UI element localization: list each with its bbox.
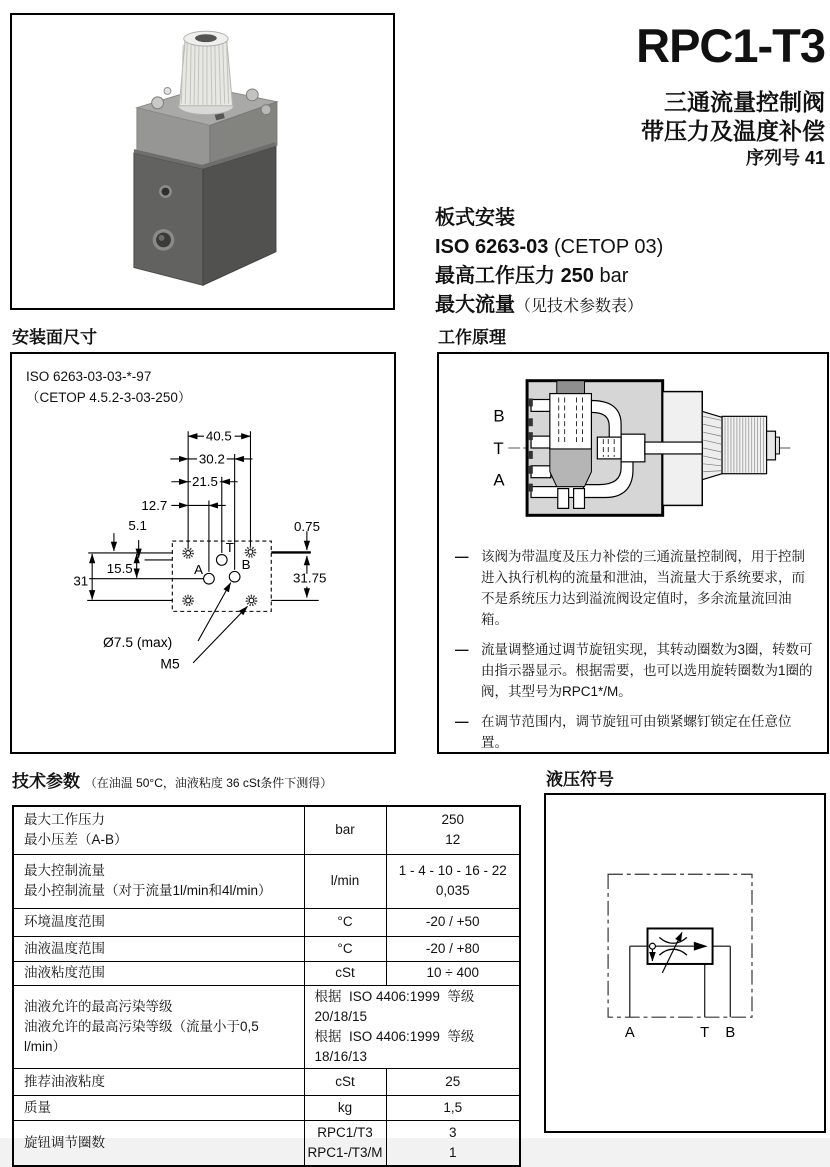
thread-note: M5	[160, 655, 180, 672]
param-value: 根据 ISO 4406:1999 等级 20/18/15	[314, 988, 482, 1024]
spec-block	[435, 204, 663, 321]
param-value-cell: 1,5	[386, 1095, 520, 1120]
param-label: 最小压差（A-B）	[24, 832, 128, 848]
param-value-cell: -20 / +50	[386, 908, 520, 936]
valve-photo-frame	[10, 13, 395, 310]
table-row	[13, 985, 520, 1068]
spec-flow	[435, 291, 663, 321]
symbol-heading: 液压符号	[546, 770, 614, 789]
bullet-text: 流量调整通过调节旋钮实现，其转动圈数为3圈，转数可由指示器显示。根据需要，也可以选用旋转圈数为1圈的阀，其型号为RPC1*/M。	[481, 642, 813, 699]
param-label-cell: 油液粘度范围	[13, 961, 304, 985]
port-label-b: B	[241, 556, 251, 572]
tech-heading-note: （在油温 50°C，油液粘度 36 cSt条件下测得）	[84, 776, 333, 790]
table-row	[13, 806, 520, 854]
subtitle-line-1: 三通流量控制阀	[664, 89, 825, 115]
hole-dia-note: Ø7.5 (max)	[103, 633, 173, 650]
spec-mounting: 板式安装	[435, 207, 515, 229]
param-label: 油液允许的最高污染等级（流量小于0,5 l/min）	[24, 1018, 259, 1054]
page-subtitle	[641, 88, 825, 170]
table-row	[13, 1120, 520, 1166]
cross-section-diagram	[439, 354, 823, 542]
param-value-cell: 10 ÷ 400	[386, 961, 520, 985]
hydraulic-symbol-diagram	[546, 795, 820, 1127]
spec-pressure-label: 最高工作压力	[435, 265, 561, 287]
principle-bullet	[455, 711, 813, 753]
dim-31: 31	[73, 573, 89, 589]
param-variant: RPC1/T3	[317, 1124, 373, 1140]
param-label: 最大控制流量	[24, 863, 105, 878]
section-port-a: A	[493, 470, 505, 490]
valve-photo	[12, 15, 389, 304]
param-value-cell: -20 / +80	[386, 936, 520, 961]
param-variant: RPC1-/T3/M	[307, 1144, 383, 1160]
spec-flow-label: 最大流量	[435, 294, 515, 316]
param-unit-cell: bar	[304, 806, 386, 854]
mounting-iso-code	[26, 366, 191, 408]
subtitle-line-2: 带压力及温度补偿	[641, 118, 825, 144]
mounting-iso-line1: ISO 6263-03-03-*-97	[26, 369, 152, 384]
table-row	[13, 854, 520, 908]
table-row	[13, 961, 520, 985]
symbol-port-b: B	[725, 1024, 736, 1041]
param-value: 0,035	[435, 883, 470, 898]
param-label: 最小控制流量（对于流量1l/min和4l/min）	[24, 883, 272, 898]
mounting-drawing	[12, 354, 390, 748]
param-value: 1 - 4 - 10 - 16 - 22	[398, 863, 507, 878]
param-label: 油液允许的最高污染等级	[24, 998, 173, 1014]
param-label-cell	[13, 806, 304, 854]
param-value: 12	[445, 832, 461, 848]
section-port-t: T	[493, 438, 504, 458]
mounting-drawing-box	[10, 352, 396, 754]
bullet-dash: —	[455, 714, 469, 729]
port-label-a: A	[194, 561, 203, 577]
param-label-cell: 推荐油液粘度	[13, 1068, 304, 1095]
principle-box	[437, 352, 829, 754]
spec-iso-cetop: (CETOP 03)	[548, 236, 664, 258]
param-label-cell: 环境温度范围	[13, 908, 304, 936]
table-row	[13, 1095, 520, 1120]
param-value: 3	[448, 1124, 457, 1140]
tech-heading	[12, 767, 332, 792]
param-label-cell: 质量	[13, 1095, 304, 1120]
principle-bullet	[455, 546, 813, 630]
param-value-cell: 25	[386, 1068, 520, 1095]
param-value: 250	[441, 812, 465, 828]
table-row	[13, 908, 520, 936]
dim-40-5: 40.5	[205, 428, 232, 444]
hydraulic-symbol-box	[544, 793, 826, 1133]
series-number: 序列号 41	[745, 148, 825, 168]
spec-pressure-unit: bar	[593, 265, 629, 287]
bullet-text: 该阀为带温度及压力补偿的三通流量控制阀，用于控制进入执行机构的流量和泄油，当流量大于系统要求，而不是系统压力达到溢流阀设定值时，多余流量流回油箱。	[481, 549, 805, 627]
param-unit-cell	[304, 1120, 386, 1166]
dim-31-75: 31.75	[293, 570, 327, 586]
spec-pressure-value: 250	[560, 265, 594, 287]
spec-iso	[435, 233, 663, 262]
tech-heading-text: 技术参数	[12, 772, 80, 791]
dim-5-1: 5.1	[128, 518, 147, 534]
port-label-t: T	[225, 539, 234, 555]
spec-iso-code: ISO 6263-03	[435, 236, 549, 258]
mounting-iso-line2: （CETOP 4.5.2-3-03-250）	[26, 390, 192, 405]
principle-bullet	[455, 639, 813, 702]
dim-30-2: 30.2	[198, 451, 225, 467]
dim-12-7: 12.7	[141, 497, 168, 513]
symbol-port-a: A	[624, 1024, 635, 1041]
param-label-cell	[13, 854, 304, 908]
principle-heading: 工作原理	[438, 328, 506, 347]
dim-21-5: 21.5	[191, 474, 218, 490]
param-unit-cell: cSt	[304, 1068, 386, 1095]
spec-flow-note: （见技术参数表）	[515, 298, 644, 315]
param-label: 最大工作压力	[24, 812, 105, 828]
param-unit-cell: °C	[304, 908, 386, 936]
dim-15-5: 15.5	[106, 560, 133, 576]
bullet-dash: —	[455, 642, 469, 657]
mounting-heading: 安装面尺寸	[12, 328, 97, 347]
param-value: 1	[448, 1144, 457, 1160]
table-row	[13, 1068, 520, 1095]
param-value-cell	[386, 854, 520, 908]
param-unit-cell: °C	[304, 936, 386, 961]
param-label-cell: 油液温度范围	[13, 936, 304, 961]
param-unit-cell: kg	[304, 1095, 386, 1120]
param-label-cell: 旋钮调节圈数	[13, 1120, 304, 1166]
param-merged-cell	[304, 985, 520, 1068]
param-label-cell	[13, 985, 304, 1068]
param-unit-cell: l/min	[304, 854, 386, 908]
page-title: RPC1-T3	[636, 19, 825, 72]
tech-params-table	[12, 805, 521, 1167]
dim-0-75: 0.75	[294, 519, 321, 535]
param-value-cell	[386, 806, 520, 854]
principle-bullets	[455, 546, 813, 762]
section-port-b: B	[493, 406, 505, 426]
param-value-cell	[386, 1120, 520, 1166]
bullet-text: 在调节范围内，调节旋钮可由锁紧螺钉锁定在任意位置。	[481, 714, 792, 750]
table-row	[13, 936, 520, 961]
bullet-dash: —	[455, 549, 469, 564]
param-unit-cell: cSt	[304, 961, 386, 985]
symbol-port-t: T	[700, 1024, 710, 1041]
spec-pressure	[435, 262, 663, 291]
param-value: 根据 ISO 4406:1999 等级 18/16/13	[314, 1028, 482, 1064]
